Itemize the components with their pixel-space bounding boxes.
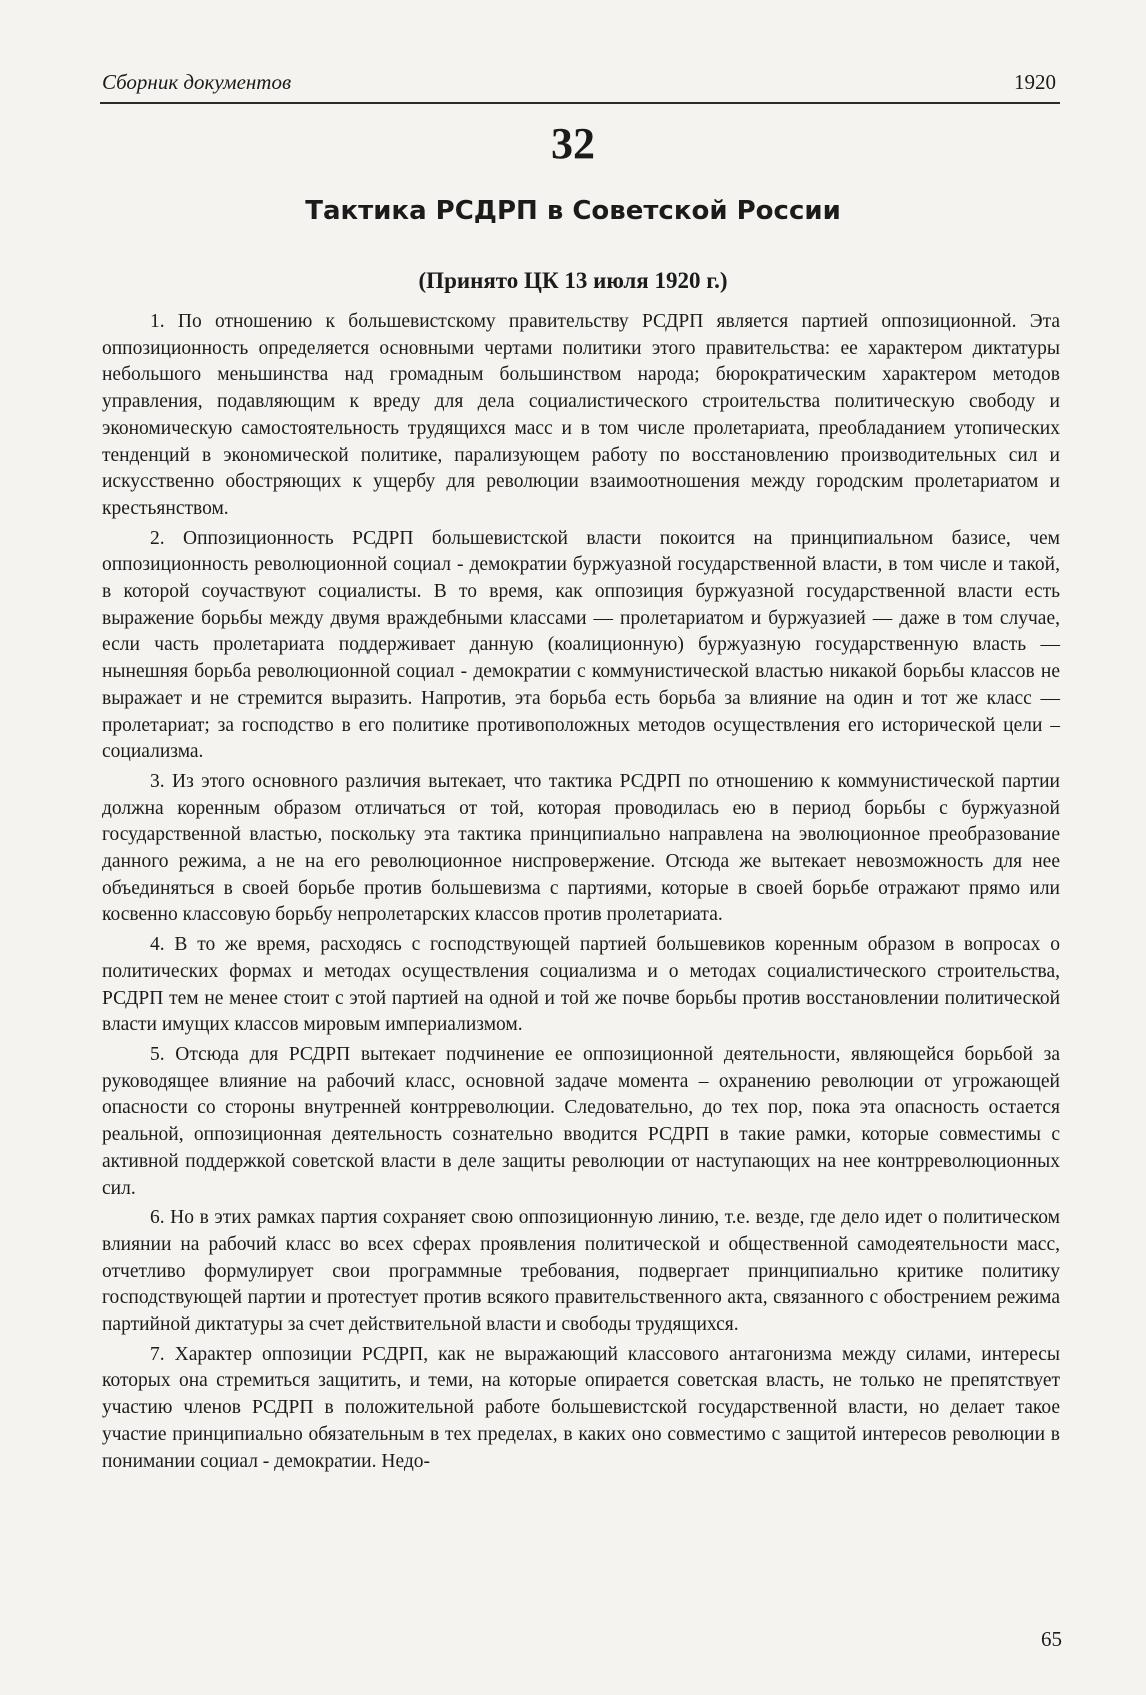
document-body [102, 309, 1060, 1478]
running-header [100, 70, 1060, 104]
paragraph-4: 4. В то же время, расходясь с господствующей партией большевиков коренным образом в вопросах о политических формах и методах осуществления социализма и о методах социалистического строительства, РСДРП тем не менее стоит с этой партией на одной и той же почве борьбы против восстановлении политической власти имущих классов мировым империализмом. [102, 934, 1060, 1036]
document-number: 32 [551, 119, 595, 168]
paragraph-3: 3. Из этого основного различия вытекает, что тактика РСДРП по отношению к коммунистической партии должна коренным образом отличаться от той, которая проводилась ею в период борьбы с буржуазной государственной властью, поскольку эта тактика принципиально направлена на эволюционное преобразование данного режима, а не на его революционное ниспровержение. Отсюда же вытекает невозможность для нее объединяться в своей борьбе против большевизма с партиями, которые в своей борьбе отражают прямо или косвенно классовую борьбу непролетарских классов против пролетариата. [102, 770, 1060, 926]
document-title: Тактика РСДРП в Советской России [305, 196, 841, 226]
paragraph-5: 5. Отсюда для РСДРП вытекает подчинение ее оппозиционной деятельности, являющейся борьбой за руководящее влияние на рабочий класс, основной задаче момента – охранению революции от угрожающей опасности со стороны внутренней контрреволюции. Следовательно, до тех пор, пока эта опасность остается реальной, оппозиционная деятельность сознательно вводится РСДРП в такие рамки, которые совместимы с активной поддержкой советской власти в деле защиты революции от наступающих на нее контрреволюционных сил. [102, 1043, 1060, 1199]
page-number: 65 [1041, 1627, 1062, 1651]
header-year: 1920 [1014, 70, 1056, 94]
paragraph-1: 1. По отношению к большевистскому правительству РСДРП является партией оппозиционной. Эта оппозиционность определяется основными чертами политики этого правительства: ее характером диктатуры небольшого меньшинства над громадным большинством народа; бюрократическим характером методов управления, подавляющим к вреду для дела социалистического строительства политическую свободу и экономическую самостоятельность трудящихся масс и в том числе пролетариата, преобладанием утопических тенденций в экономической политике, парализующем работу по восстановлению производительных сил и искусственно обостряющих к ущербу для революции взаимоотношения между городским пролетариатом и крестьянством. [102, 311, 1060, 519]
document-subtitle: (Принято ЦК 13 июля 1920 г.) [418, 268, 728, 293]
paragraph-6: 6. Но в этих рамках партия сохраняет свою оппозиционную линию, т.е. везде, где дело идет о политическом влиянии на рабочий класс во всех сферах проявления политической и общественной самодеятельности масс, отчетливо формулирует свои программные требования, подвергает принципиально критике политику господствующей партии и протестует против всякого правительственного акта, связанного с обострением режима партийной диктатуры за счет действительной власти и свободы трудящихся. [102, 1207, 1060, 1336]
paragraph-2: 2. Оппозиционность РСДРП большевистской власти покоится на принципиальном базисе, чем оппозиционность революционной социал - демократии буржуазной государственной власти, в том числе и такой, в которой соучаствуют социалисты. В то время, как оппозиция буржуазной государственной власти есть выражение борьбы между двумя враждебными классами — пролетариатом и буржуазией — даже в том случае, если часть пролетариата поддерживает данную (коалиционную) буржуазную государственную власть — нынешняя борьба революционной социал - демократии с коммунистической властью никакой борьбы классов не выражает и не стремится выразить. Напротив, эта борьба есть борьба за влияние на один и тот же класс — пролетариат; за господство в его политике противоположных методов осуществления его исторической цели – социализма. [102, 527, 1060, 763]
collection-title: Сборник документов [102, 70, 292, 94]
paragraph-7: 7. Характер оппозиции РСДРП, как не выражающий классового антагонизма между силами, интересы которых она стремиться защитить, и теми, на которые опирается советская власть, не только не препятствует участию членов РСДРП в положительной работе большевистской государственной власти, но делает такое участие принципиально обязательным в тех пределах, в каких оно совместимо с защитой интересов революции в понимании социал - демократии. Недо- [102, 1343, 1060, 1472]
